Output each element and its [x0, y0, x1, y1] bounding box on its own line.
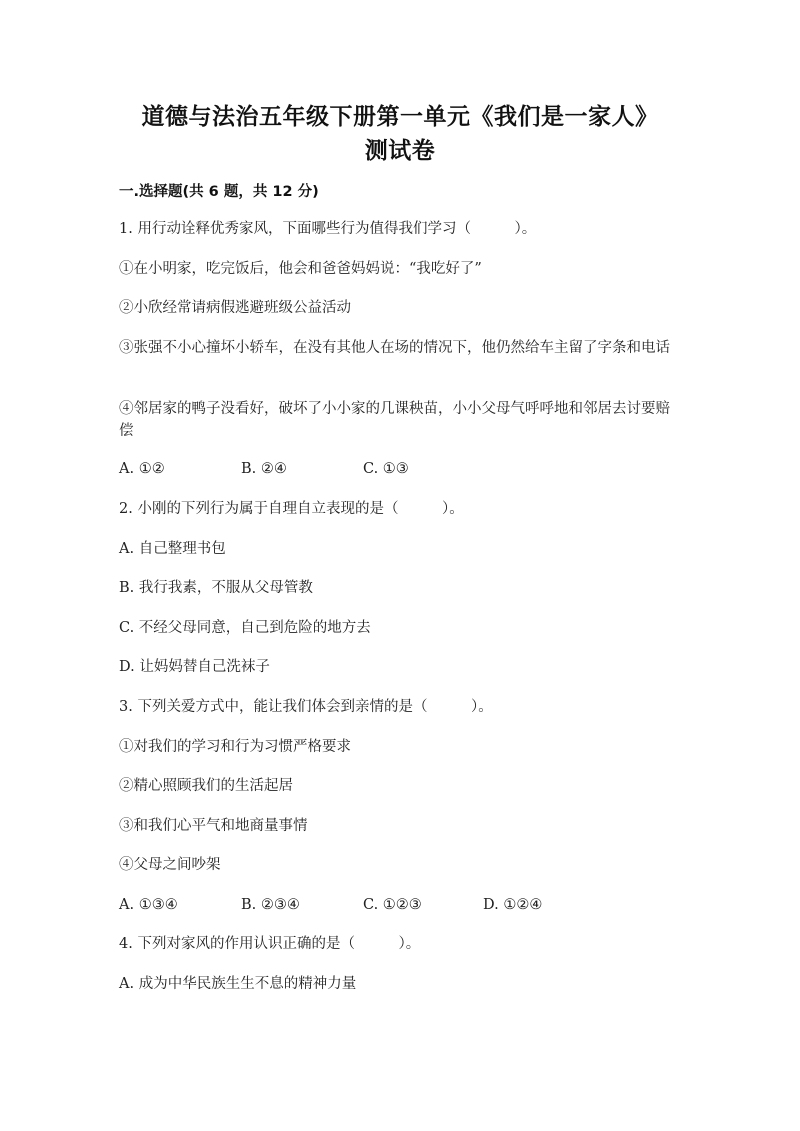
question-2-option-a[interactable]: A. 自己整理书包	[119, 541, 226, 557]
question-2-option-c[interactable]: C. 不经父母同意，自己到危险的地方去	[119, 620, 371, 636]
question-1-stem: 1. 用行动诠释优秀家风，下面哪些行为值得我们学习（ ）。	[119, 221, 537, 237]
question-1-item-1: ①在小明家，吃完饭后，他会和爸爸妈妈说：“我吃好了”	[119, 261, 482, 277]
question-3-item-3: ③和我们心平气和地商量事情	[119, 818, 308, 834]
question-3-stem: 3. 下列关爱方式中，能让我们体会到亲情的是（ ）。	[119, 699, 493, 715]
question-1-item-3: ③张强不小心撞坏小轿车，在没有其他人在场的情况下，他仍然给车主留了字条和电话	[119, 340, 670, 356]
question-3-option-d[interactable]: D. ①②④	[483, 897, 543, 913]
question-3-option-c[interactable]: C. ①②③	[363, 897, 422, 913]
question-3-option-a[interactable]: A. ①③④	[119, 897, 178, 913]
title-line-2: 测试卷	[364, 138, 436, 164]
question-1-item-4: ④邻居家的鸭子没看好，破坏了小小家的几课秧苗，小小父母气呼呼地和邻居去讨要赔偿	[119, 401, 670, 439]
question-1-option-b[interactable]: B. ②④	[241, 461, 287, 477]
section-heading: 一.选择题(共 6 题，共 12 分)	[119, 184, 319, 200]
question-4-stem: 4. 下列对家风的作用认识正确的是（ ）。	[119, 936, 421, 952]
question-3-item-1: ①对我们的学习和行为习惯严格要求	[119, 739, 351, 755]
question-3-option-b[interactable]: B. ②③④	[241, 897, 300, 913]
question-3-item-4: ④父母之间吵架	[119, 857, 221, 873]
question-1-option-a[interactable]: A. ①②	[119, 461, 165, 477]
question-4-option-a[interactable]: A. 成为中华民族生生不息的精神力量	[119, 976, 357, 992]
question-2-option-b[interactable]: B. 我行我素，不服从父母管教	[119, 580, 313, 596]
title-line-1: 道德与法治五年级下册第一单元《我们是一家人》	[141, 104, 659, 130]
question-1-item-2: ②小欣经常请病假逃避班级公益活动	[119, 300, 351, 316]
question-2-option-d[interactable]: D. 让妈妈替自己洗袜子	[119, 659, 270, 675]
question-2-stem: 2. 小刚的下列行为属于自理自立表现的是（ ）。	[119, 501, 464, 517]
question-3-item-2: ②精心照顾我们的生活起居	[119, 778, 293, 794]
question-1-option-c[interactable]: C. ①③	[363, 461, 409, 477]
